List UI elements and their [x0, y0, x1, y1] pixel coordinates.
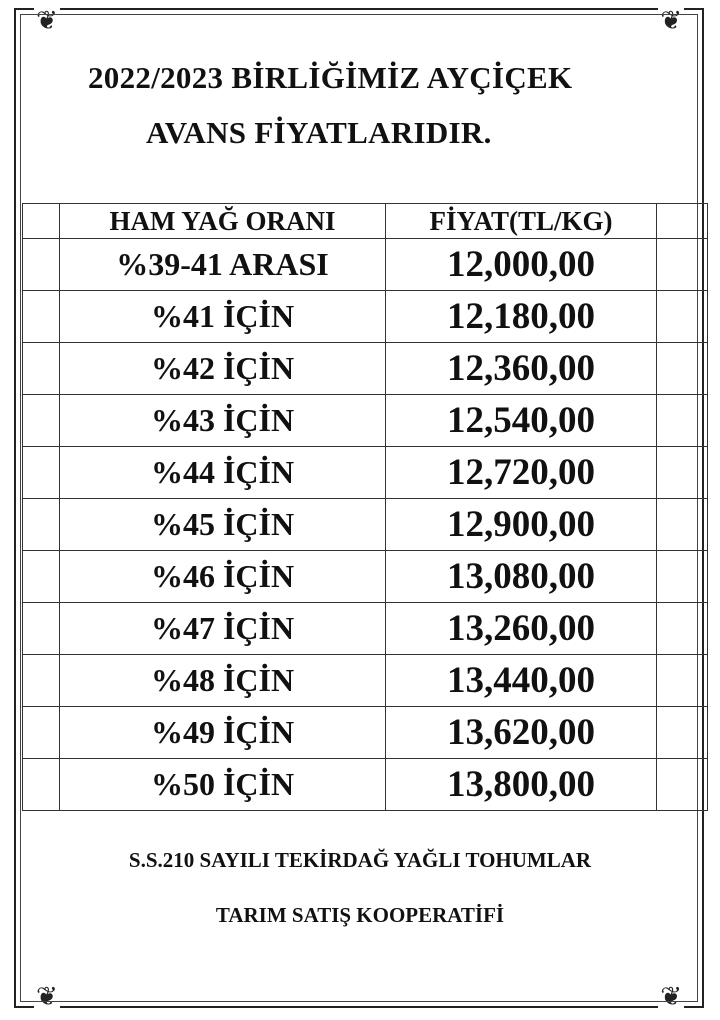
corner-ornament-icon: ❦	[36, 6, 58, 36]
table-gutter-cell	[657, 447, 708, 499]
oil-ratio-cell: %39-41 ARASI	[60, 239, 386, 291]
table-row	[23, 759, 708, 811]
price-cell: 12,720,00	[386, 447, 657, 499]
table-row	[23, 239, 708, 291]
oil-ratio-cell: %43 İÇİN	[60, 395, 386, 447]
table-row	[23, 343, 708, 395]
table-gutter-cell	[23, 395, 60, 447]
table-gutter-cell	[23, 499, 60, 551]
table-gutter-cell	[657, 655, 708, 707]
price-table	[22, 203, 708, 811]
table-row	[23, 655, 708, 707]
cooperative-name-line2: TARIM SATIŞ KOOPERATİFİ	[215, 903, 505, 927]
table-gutter-cell	[23, 551, 60, 603]
table-row	[23, 551, 708, 603]
table-gutter-cell	[657, 239, 708, 291]
price-cell: 12,000,00	[386, 239, 657, 291]
corner-ornament-icon: ❦	[660, 982, 682, 1012]
table-header-row	[23, 204, 708, 239]
table-gutter-cell	[23, 291, 60, 343]
price-cell: 12,360,00	[386, 343, 657, 395]
oil-ratio-cell: %48 İÇİN	[60, 655, 386, 707]
cooperative-name-line1: S.S.210 SAYILI TEKİRDAĞ YAĞLI TOHUMLAR	[128, 848, 592, 872]
oil-ratio-cell: %45 İÇİN	[60, 499, 386, 551]
table-gutter-cell	[657, 551, 708, 603]
table-gutter-cell	[657, 204, 708, 239]
corner-ornament-icon: ❦	[660, 6, 682, 36]
table-gutter-cell	[657, 395, 708, 447]
oil-ratio-cell: %42 İÇİN	[60, 343, 386, 395]
table-gutter-cell	[657, 291, 708, 343]
price-cell: 13,620,00	[386, 707, 657, 759]
table-row	[23, 395, 708, 447]
oil-ratio-cell: %47 İÇİN	[60, 603, 386, 655]
price-cell: 13,440,00	[386, 655, 657, 707]
table-gutter-cell	[657, 343, 708, 395]
table-gutter-cell	[23, 447, 60, 499]
table-gutter-cell	[657, 759, 708, 811]
price-cell: 12,180,00	[386, 291, 657, 343]
table-row	[23, 603, 708, 655]
table-gutter-cell	[23, 603, 60, 655]
price-cell: 12,900,00	[386, 499, 657, 551]
document-title-line1: 2022/2023 BİRLİĞİMİZ AYÇİÇEK	[88, 60, 573, 95]
header-oil-ratio: HAM YAĞ ORANI	[60, 204, 386, 239]
table-gutter-cell	[23, 707, 60, 759]
table-gutter-cell	[23, 239, 60, 291]
table-row	[23, 291, 708, 343]
table-gutter-cell	[23, 655, 60, 707]
header-price: FİYAT(TL/KG)	[386, 204, 657, 239]
corner-ornament-icon: ❦	[36, 982, 58, 1012]
table-gutter-cell	[657, 707, 708, 759]
table-gutter-cell	[657, 603, 708, 655]
oil-ratio-cell: %44 İÇİN	[60, 447, 386, 499]
oil-ratio-cell: %49 İÇİN	[60, 707, 386, 759]
price-cell: 12,540,00	[386, 395, 657, 447]
oil-ratio-cell: %50 İÇİN	[60, 759, 386, 811]
table-row	[23, 707, 708, 759]
oil-ratio-cell: %46 İÇİN	[60, 551, 386, 603]
table-row	[23, 499, 708, 551]
table-gutter-cell	[657, 499, 708, 551]
price-cell: 13,260,00	[386, 603, 657, 655]
table-gutter-cell	[23, 759, 60, 811]
price-cell: 13,080,00	[386, 551, 657, 603]
table-row	[23, 447, 708, 499]
table-gutter-cell	[23, 343, 60, 395]
document-title-line2: AVANS FİYATLARIDIR.	[146, 115, 492, 150]
price-cell: 13,800,00	[386, 759, 657, 811]
table-gutter-cell	[23, 204, 60, 239]
oil-ratio-cell: %41 İÇİN	[60, 291, 386, 343]
